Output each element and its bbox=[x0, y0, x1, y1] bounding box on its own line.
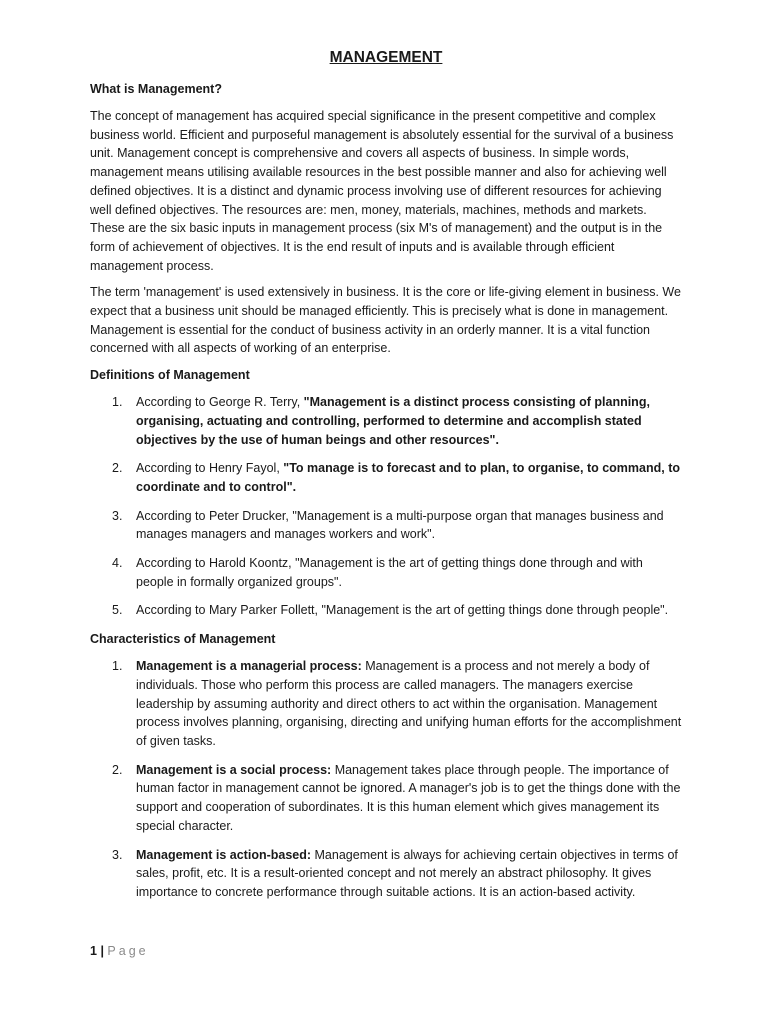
list-number: 1. bbox=[112, 395, 123, 410]
list-item bbox=[90, 459, 682, 496]
list-item bbox=[90, 507, 682, 544]
list-number: 3. bbox=[112, 847, 123, 862]
section-heading-definitions: Definitions of Management bbox=[90, 368, 250, 383]
characteristic-body: Management takes place through people. The importance of human factor in management cannot be ignored. A manager's job is to get the things done with the support and cooperation of subordinates. It is this human element which gives management its special character. bbox=[136, 762, 681, 833]
list-number: 2. bbox=[112, 762, 123, 777]
document-page bbox=[90, 48, 682, 912]
list-number: 1. bbox=[112, 659, 123, 674]
section-heading-characteristics: Characteristics of Management bbox=[90, 632, 276, 647]
list-item bbox=[90, 846, 682, 902]
list-number: 5. bbox=[112, 603, 123, 618]
definition-plain-text: According to Harold Koontz, "Management is the art of getting things done through and with people in formally organized groups". bbox=[136, 556, 643, 589]
paragraph: The concept of management has acquired special significance in the present competitive and complex business world. Efficient and purposeful management is absolutely essential for the survival of a business unit. Management concept is comprehensive and covers all aspects of business. In simple words, management means utilising available resources in the best possible manner and also for achieving well defined objectives. It is a distinct and dynamic process involving use of different resources for achieving well defined objectives. The resources are: men, money, materials, machines, methods and markets. These are the six basic inputs in management process (six M's of management) and the output is in the form of achievement of objectives. It is the end result of inputs and is available through efficient management process. bbox=[90, 109, 674, 273]
characteristic-title: Management is action-based: bbox=[136, 847, 312, 862]
characteristic-body: Management is a process and not merely a body of individuals. Those who perform this process are called managers. The managers exercise leadership by assuming authority and direct others to act within the organisation. Management process involves planning, organising, directing and unifying human efforts for the accomplishment of given tasks. bbox=[136, 659, 682, 748]
characteristic-title: Management is a social process: bbox=[136, 762, 332, 777]
characteristic-title: Management is a managerial process: bbox=[136, 659, 362, 674]
characteristic-body: Management is always for achieving certain objectives in terms of sales, profit, etc. It is a result-oriented concept and not merely an abstract philosophy. It gives importance to concrete performance through suitable actions. It is an action-based activity. bbox=[136, 847, 678, 899]
list-item bbox=[90, 393, 682, 449]
list-item bbox=[90, 761, 682, 836]
definition-plain-text: According to Mary Parker Follett, "Management is the art of getting things done through people". bbox=[136, 603, 669, 618]
characteristics-list bbox=[90, 657, 682, 901]
list-item bbox=[90, 554, 682, 591]
definition-quote: "To manage is to forecast and to plan, to organise, to command, to coordinate and to control". bbox=[136, 461, 681, 494]
footer-separator: | bbox=[100, 944, 104, 958]
list-item bbox=[90, 657, 682, 751]
definition-plain-text: According to George R. Terry, bbox=[136, 395, 304, 410]
page-label: Page bbox=[107, 944, 149, 958]
paragraph: The term 'management' is used extensively in business. It is the core or life-giving element in business. We expect that a business unit should be managed efficiently. This is precisely what is done in management. Management is essential for the conduct of business activity in an orderly manner. It is a vital function concerned with all aspects of working of an enterprise. bbox=[90, 285, 681, 356]
section-heading-what-is-management: What is Management? bbox=[90, 82, 222, 96]
definition-quote: "Management is a distinct process consisting of planning, organising, actuating and controlling, performed to determine and accomplish stated objectives by the use of human beings and other resources". bbox=[136, 395, 650, 447]
definition-plain-text: According to Henry Fayol, bbox=[136, 461, 284, 476]
list-item bbox=[90, 601, 682, 620]
page-footer bbox=[90, 942, 149, 960]
list-number: 3. bbox=[112, 508, 123, 523]
definitions-list bbox=[90, 393, 682, 620]
document-title: MANAGEMENT bbox=[329, 49, 443, 66]
list-number: 4. bbox=[112, 556, 123, 571]
page-number: 1 bbox=[90, 944, 97, 958]
definition-plain-text: According to Peter Drucker, "Management is a multi-purpose organ that manages business and manages managers and manages workers and work". bbox=[136, 508, 664, 542]
list-number: 2. bbox=[112, 461, 123, 476]
